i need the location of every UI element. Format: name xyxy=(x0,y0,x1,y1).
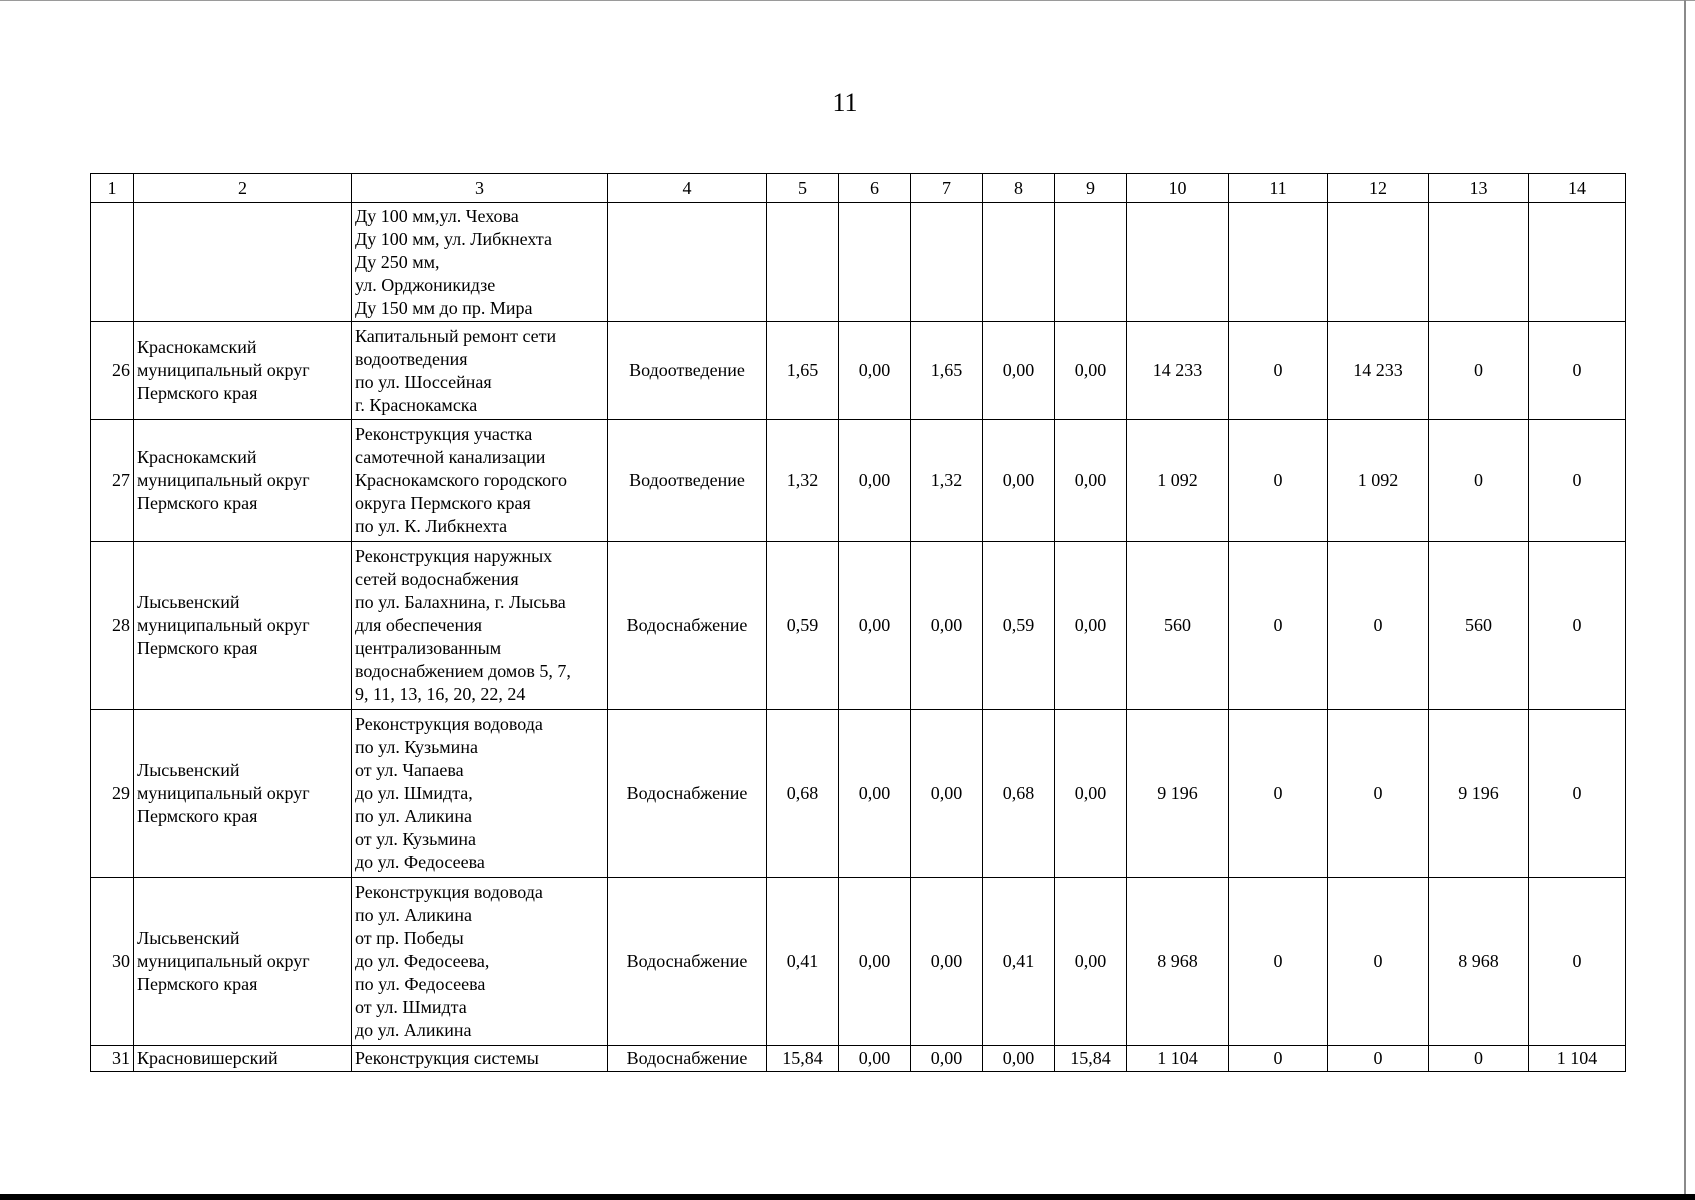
value-cell xyxy=(1127,203,1229,322)
value-cell: 0,59 xyxy=(767,542,839,710)
value-cell: 0 xyxy=(1229,420,1328,542)
value-cell: 0 xyxy=(1429,420,1529,542)
value-cell: 0 xyxy=(1529,542,1626,710)
value-cell: 1 092 xyxy=(1127,420,1229,542)
value-cell: 15,84 xyxy=(767,1046,839,1072)
row-number: 26 xyxy=(91,322,134,420)
value-cell: 0 xyxy=(1529,710,1626,878)
value-cell xyxy=(767,203,839,322)
column-number: 7 xyxy=(911,174,983,203)
column-number: 12 xyxy=(1328,174,1429,203)
scan-edge-top xyxy=(0,0,1695,1)
value-cell: 9 196 xyxy=(1127,710,1229,878)
column-number: 13 xyxy=(1429,174,1529,203)
scan-edge-right xyxy=(1684,0,1686,1200)
value-cell xyxy=(1429,203,1529,322)
value-cell: 1 104 xyxy=(1529,1046,1626,1072)
municipality-cell: Лысьвенский муниципальный округ Пермского края xyxy=(134,710,352,878)
value-cell: 0,00 xyxy=(983,322,1055,420)
row-number: 27 xyxy=(91,420,134,542)
value-cell: 0 xyxy=(1328,542,1429,710)
column-number: 10 xyxy=(1127,174,1229,203)
column-number-row xyxy=(91,174,1626,203)
municipality-cell: Лысьвенский муниципальный округ Пермского края xyxy=(134,878,352,1046)
object-cell: Реконструкция водовода по ул. Аликина от пр. Победы до ул. Федосеева, по ул. Федосеева от ул. Шмидта до ул. Аликина xyxy=(352,878,608,1046)
value-cell: 9 196 xyxy=(1429,710,1529,878)
value-cell: 0 xyxy=(1229,542,1328,710)
value-cell: 0 xyxy=(1328,878,1429,1046)
value-cell: 0,00 xyxy=(911,710,983,878)
value-cell: 0 xyxy=(1328,710,1429,878)
value-cell: 0 xyxy=(1429,1046,1529,1072)
municipality-cell xyxy=(134,203,352,322)
table-row xyxy=(91,710,1626,878)
value-cell: 1,65 xyxy=(767,322,839,420)
value-cell: 1,65 xyxy=(911,322,983,420)
row-number: 30 xyxy=(91,878,134,1046)
value-cell: 0,41 xyxy=(767,878,839,1046)
type-cell: Водоснабжение xyxy=(608,710,767,878)
value-cell: 0,00 xyxy=(1055,322,1127,420)
table-row xyxy=(91,322,1626,420)
value-cell: 0,00 xyxy=(839,878,911,1046)
table-row xyxy=(91,878,1626,1046)
value-cell: 0,00 xyxy=(911,878,983,1046)
value-cell: 0,00 xyxy=(839,542,911,710)
column-number: 14 xyxy=(1529,174,1626,203)
value-cell: 0,00 xyxy=(983,420,1055,542)
value-cell: 14 233 xyxy=(1127,322,1229,420)
value-cell: 1,32 xyxy=(911,420,983,542)
value-cell: 8 968 xyxy=(1429,878,1529,1046)
row-number: 28 xyxy=(91,542,134,710)
table-row xyxy=(91,203,1626,322)
value-cell: 0 xyxy=(1529,322,1626,420)
column-number: 2 xyxy=(134,174,352,203)
value-cell: 0,00 xyxy=(911,542,983,710)
row-number: 31 xyxy=(91,1046,134,1072)
value-cell: 0,00 xyxy=(839,420,911,542)
column-number: 11 xyxy=(1229,174,1328,203)
data-table xyxy=(90,173,1626,1072)
value-cell: 0,59 xyxy=(983,542,1055,710)
type-cell xyxy=(608,203,767,322)
value-cell: 0,00 xyxy=(839,322,911,420)
table-row xyxy=(91,542,1626,710)
value-cell: 0,00 xyxy=(839,1046,911,1072)
object-cell: Реконструкция наружных сетей водоснабжения по ул. Балахнина, г. Лысьва для обеспечения централизованным водоснабжением домов 5, 7, 9, 11, 13, 16, 20, 22, 24 xyxy=(352,542,608,710)
value-cell: 0,68 xyxy=(767,710,839,878)
row-number: 29 xyxy=(91,710,134,878)
value-cell: 1 104 xyxy=(1127,1046,1229,1072)
value-cell xyxy=(1328,203,1429,322)
value-cell: 14 233 xyxy=(1328,322,1429,420)
object-cell: Капитальный ремонт сети водоотведения по ул. Шоссейная г. Краснокамска xyxy=(352,322,608,420)
value-cell: 1,32 xyxy=(767,420,839,542)
table-row xyxy=(91,420,1626,542)
object-cell: Ду 100 мм,ул. Чехова Ду 100 мм, ул. Либкнехта Ду 250 мм, ул. Орджоникидзе Ду 150 мм до пр. Мира xyxy=(352,203,608,322)
value-cell: 0,00 xyxy=(1055,542,1127,710)
value-cell xyxy=(1529,203,1626,322)
scan-edge-bottom xyxy=(0,1194,1695,1200)
value-cell: 0 xyxy=(1229,878,1328,1046)
table-row xyxy=(91,1046,1626,1072)
value-cell: 0,00 xyxy=(1055,710,1127,878)
municipality-cell: Красновишерский xyxy=(134,1046,352,1072)
column-number: 6 xyxy=(839,174,911,203)
value-cell: 0 xyxy=(1229,322,1328,420)
object-cell: Реконструкция водовода по ул. Кузьмина от ул. Чапаева до ул. Шмидта, по ул. Аликина от ул. Кузьмина до ул. Федосеева xyxy=(352,710,608,878)
value-cell: 0 xyxy=(1529,420,1626,542)
object-cell: Реконструкция системы xyxy=(352,1046,608,1072)
value-cell: 0,00 xyxy=(839,710,911,878)
value-cell: 0,00 xyxy=(911,1046,983,1072)
page-number: 11 xyxy=(832,88,858,117)
type-cell: Водоснабжение xyxy=(608,1046,767,1072)
value-cell: 0 xyxy=(1529,878,1626,1046)
value-cell: 0,00 xyxy=(1055,420,1127,542)
value-cell: 1 092 xyxy=(1328,420,1429,542)
type-cell: Водоснабжение xyxy=(608,878,767,1046)
row-number xyxy=(91,203,134,322)
type-cell: Водоотведение xyxy=(608,420,767,542)
value-cell xyxy=(1229,203,1328,322)
municipality-cell: Краснокамский муниципальный округ Пермского края xyxy=(134,322,352,420)
value-cell xyxy=(1055,203,1127,322)
value-cell: 0 xyxy=(1328,1046,1429,1072)
value-cell: 560 xyxy=(1127,542,1229,710)
column-number: 3 xyxy=(352,174,608,203)
column-number: 1 xyxy=(91,174,134,203)
column-number: 9 xyxy=(1055,174,1127,203)
object-cell: Реконструкция участка самотечной канализации Краснокамского городского округа Пермского края по ул. К. Либкнехта xyxy=(352,420,608,542)
value-cell: 0 xyxy=(1429,322,1529,420)
municipality-cell: Лысьвенский муниципальный округ Пермского края xyxy=(134,542,352,710)
type-cell: Водоотведение xyxy=(608,322,767,420)
value-cell xyxy=(911,203,983,322)
value-cell xyxy=(839,203,911,322)
value-cell: 0,00 xyxy=(983,1046,1055,1072)
value-cell: 0,00 xyxy=(1055,878,1127,1046)
value-cell: 0 xyxy=(1229,710,1328,878)
column-number: 8 xyxy=(983,174,1055,203)
municipality-cell: Краснокамский муниципальный округ Пермского края xyxy=(134,420,352,542)
column-number: 4 xyxy=(608,174,767,203)
value-cell xyxy=(983,203,1055,322)
value-cell: 0,41 xyxy=(983,878,1055,1046)
value-cell: 8 968 xyxy=(1127,878,1229,1046)
value-cell: 15,84 xyxy=(1055,1046,1127,1072)
type-cell: Водоснабжение xyxy=(608,542,767,710)
value-cell: 0 xyxy=(1229,1046,1328,1072)
value-cell: 560 xyxy=(1429,542,1529,710)
value-cell: 0,68 xyxy=(983,710,1055,878)
column-number: 5 xyxy=(767,174,839,203)
